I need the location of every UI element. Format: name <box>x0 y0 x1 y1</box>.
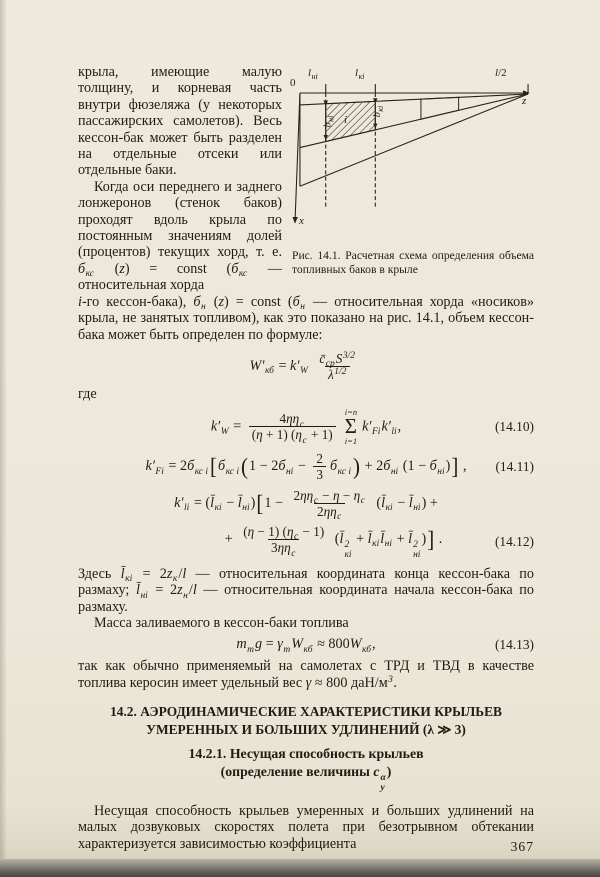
paragraph-fuel-mass: Масса заливаемого в кессон-баки топлива <box>94 615 349 632</box>
paragraph-formula-intro: i-го кессон-бака), $б_н$ (z) = const ($б_н$ — относительная хорда «носиков» крыла, не занятых топливом), как это показано на рис. 14.1, объем кессон-бака может быть определен по формуле: <box>78 293 538 343</box>
top-section <box>78 64 534 294</box>
page-number: 367 <box>510 839 534 854</box>
where-label: где <box>78 386 97 403</box>
paragraph-kerosene: так как обычно применяемый на самолетах с ТРД и ТВД в качестве топлива керосин имеет удельный вес γ ≈ 800 даН/$м^3$. <box>78 658 538 691</box>
equation-number: (14.12) <box>494 534 534 550</box>
paragraph-coordinates: Здесь $l̄_{кi} = 2z_к/l$ — относительная координата конца кессон-бака по размаху; $l̄_{нi} = 2z_н/l$ — относительная координата начала кессон-бака по размаху. <box>78 565 538 615</box>
figure-14-1 <box>292 68 534 244</box>
paragraph-kesson-intro: крыла, имеющие малую толщину, и корневая часть внутри фюзеляжа (у некоторых пассажирских самолетов). Весь кессон-бак может быть разделен на отдельные отсеки или отдельные баки. <box>78 64 286 179</box>
equation-14-13: $m_тg = \gamma_тW_{кб} \approx 800W_{кб}$, (14.13) <box>236 636 534 655</box>
section-heading-14-2: 14.2. АЭРОДИНАМИЧЕСКИЕ ХАРАКТЕРИСТИКИ КРЫЛЬЕВ УМЕРЕННЫХ И БОЛЬШИХ УДЛИНЕНИЙ (λ ≫ 3) <box>110 704 502 737</box>
left-text-column <box>78 64 286 294</box>
label-half-span: l/2 <box>495 67 507 79</box>
equation-number: (14.11) <box>495 458 534 474</box>
equation-number: (14.13) <box>494 636 534 652</box>
page-content <box>78 64 538 852</box>
figure-caption: Рис. 14.1. Расчетная схема определения объема топливных баков в крыле <box>292 249 534 276</box>
label-l-ki: $l_{кi}$ <box>355 67 365 81</box>
paragraph-lifting-capacity: Несущая способность крыльев умеренных и больших удлинений на малых дозвуковых скоростях полета при безотрывном обтекании характеризуется зависимостью коэффициента <box>78 802 538 852</box>
label-b-ki: $b_{кi}$ <box>372 105 385 118</box>
wing-schematic <box>292 81 534 230</box>
label-z-axis: z <box>522 95 527 107</box>
formula-tank-volume: $W'_{кб} = k'_W$ $\frac{c̄_{ср}S^{3/2}}{\lambda^{1/2}}$ <box>249 350 355 383</box>
label-origin: 0 <box>290 77 296 89</box>
subsection-heading-14-2-1 <box>78 745 534 793</box>
tank-bay-outline <box>421 97 459 119</box>
subsection-subtitle: (определение величины c α y ) <box>220 763 392 793</box>
equation-14-10: $k'_W$ = $\frac{4\eta\eta_с}{(\eta + 1) (\eta_с + 1)}$ i=n Σ i=1 $k'_{Fi}k'_{li}$, (14.10) <box>210 406 534 446</box>
figure-column <box>292 64 534 294</box>
subsection-title: 14.2.1. Несущая способность крыльев <box>188 746 424 762</box>
equation-14-11: $k'_{Fi} = 2б_{кс i}[б_{кс i}(1 - 2б_{нi}$ − $\frac{2}{3}$ $б_{кс i}) + 2б_{нi}$ $(1 - б_{нi})$] , (14.11) <box>145 451 534 483</box>
equation-number: (14.10) <box>494 418 534 434</box>
x-axis <box>295 93 300 223</box>
paragraph-spars: Когда оси переднего и заднего лонжеронов (стенок баков) проходят вдоль крыла по постоянным значениям долей (процентов) текущих хорд, т. е. $б_{кс}$ (z) = const ($б_{кс}$ — относительная хорда <box>78 178 286 294</box>
label-bay-i: i <box>344 114 348 126</box>
label-l-ni: $l_{нi}$ <box>308 67 318 81</box>
label-x-axis: x <box>299 215 304 227</box>
equation-14-12-line1: $k'_{li}$ = ($l̄_{кi}$ − $l̄_{нi})[1$ − $\frac{2\eta\eta_с - \eta - \eta_с}{2\eta\eta_с}$ ($l̄_{кi}$ − $l̄_{нi}$) + <box>174 487 438 523</box>
label-b-ni: $b_{нi}$ <box>322 115 335 128</box>
equation-14-12-line2: + $\frac{(\eta - 1) (\eta_с - 1)}{3\eta\eta_с}$ (l̄ 2 кi + $l̄_{кi}l̄_{нi}$ + l̄ 2 нi )] . (14.12) <box>224 523 534 560</box>
scan-edge-band <box>0 859 600 877</box>
